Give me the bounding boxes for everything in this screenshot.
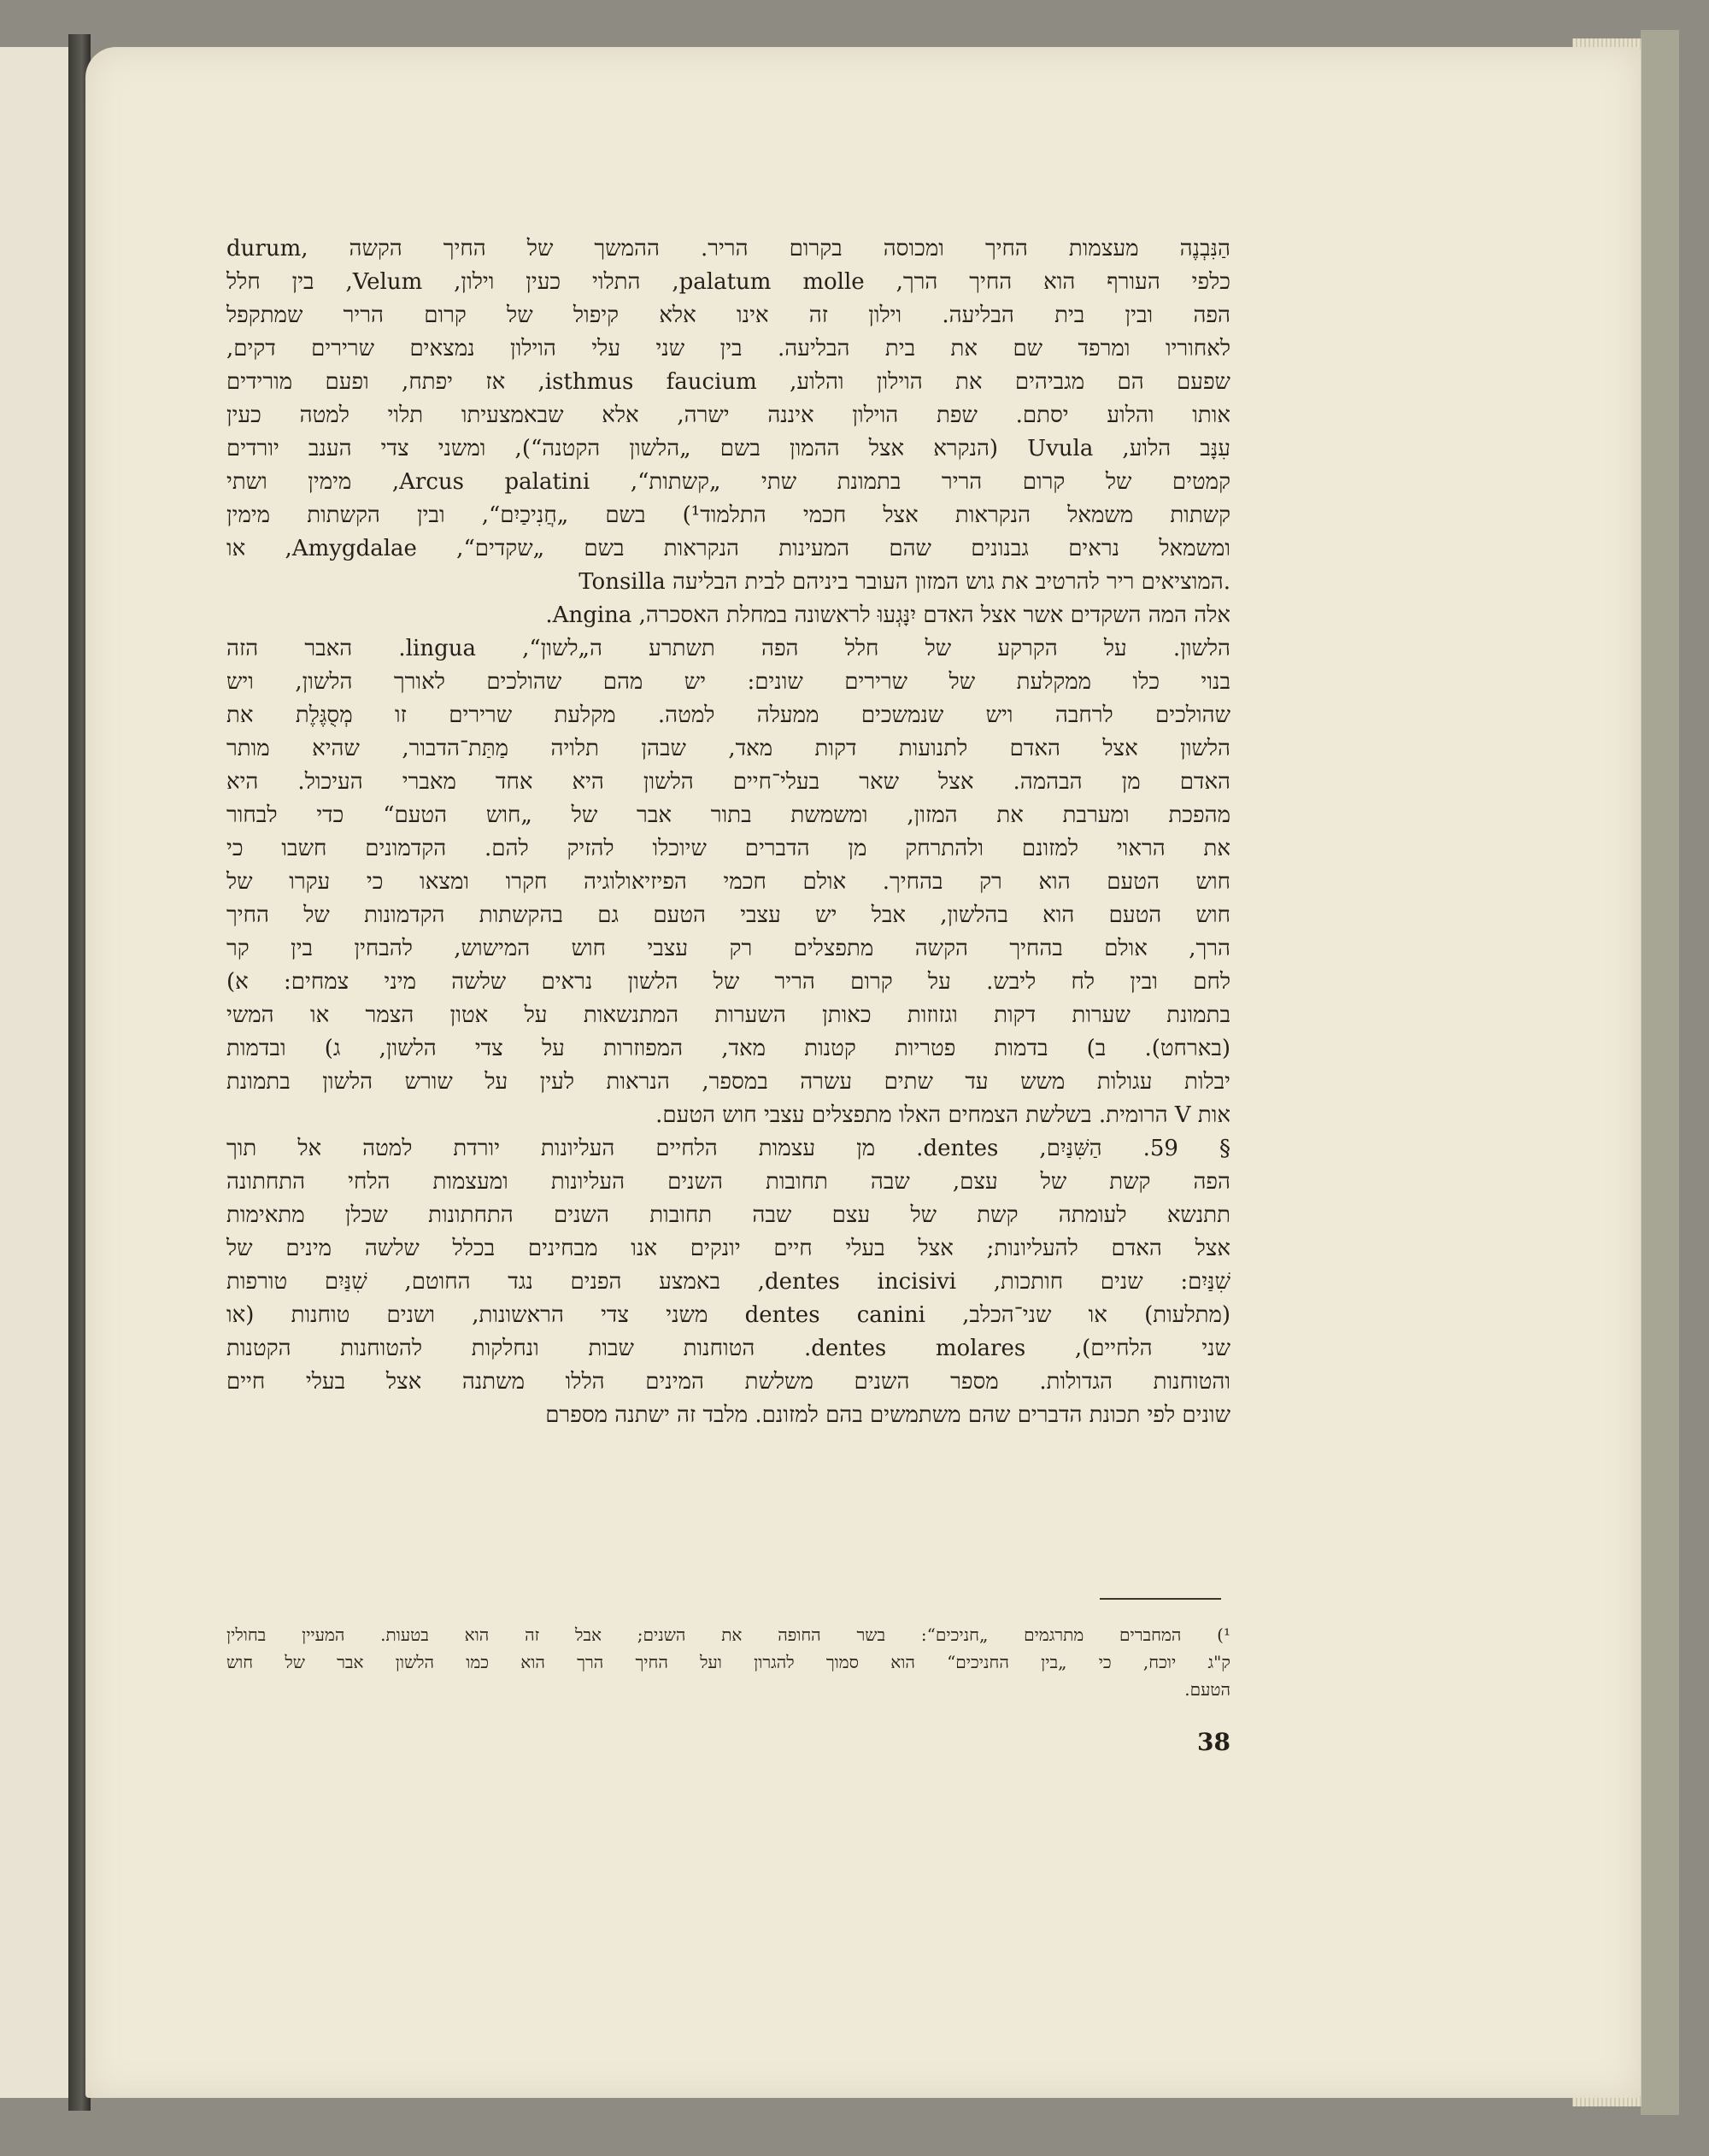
text-line: שִׁנַּיִם: שנים חותכות, dentes incisivi, באמצע הפנים נגד החוטם, שִׁנַּיִם טורפות bbox=[226, 1269, 1230, 1295]
text-line: חוש הטעם הוא רק בהחיך. אולם חכמי הפיזיאולוגיה חקרו ומצאו כי עקרו של bbox=[226, 869, 1230, 895]
text-line: חוש הטעם הוא בהלשון, אבל יש עצבי הטעם גם בהקשתות הקדמונות של החיך bbox=[226, 902, 1230, 928]
text-line: קמטים של קרום הריר בתמונת שתי „קשתות“, Arcus palatini, מימין ושתי bbox=[226, 469, 1230, 495]
book-cover-edge bbox=[1641, 30, 1679, 2115]
text-line: § 59. הַשִּׁנַּיִם, dentes. מן עצמות הלחיים העליונות יורדת למטה אל תוך bbox=[226, 1136, 1230, 1161]
text-line: את הראוי למזונם ולהתרחק מן הדברים שיוכלו להזיק להם. הקדמונים חשבו כי bbox=[226, 836, 1230, 861]
footnote bbox=[226, 1621, 1230, 1703]
text-line: (בארחט). ב) בדמות פטריות קטנות מאד, המפוזרות על צדי הלשון, ג) ובדמות bbox=[226, 1036, 1230, 1061]
footnote-line: ק"ג יוכח, כי „בין החניכים“ הוא סמוך להגרון ועל החיך הרך הוא כמו הלשון אבר של חוש bbox=[226, 1652, 1230, 1672]
text-line: בתמונת שערות דקות וגזוזות כאותן השערות המתנשאות על אטון הצמר או המשי bbox=[226, 1002, 1230, 1028]
text-line: יבלות עגולות משש עד שתים עשרה במספר, הנראות לעין על שורש הלשון בתמונת bbox=[226, 1069, 1230, 1095]
text-line: הרך, אולם בהחיך הקשה מתפצלים רק עצבי חוש המישוש, להבחין בין קר bbox=[226, 936, 1230, 961]
text-line: ומשמאל נראים גבנונים שהם המעינות הנקראות בשם „שקדים“, Amygdalae, או bbox=[226, 536, 1230, 561]
page-number: 38 bbox=[1197, 1728, 1230, 1756]
text-line: בנוי כלו ממקלעת של שרירים שונים: יש מהם שהולכים לאורך הלשון, ויש bbox=[226, 669, 1230, 695]
text-line: מהפכת ומערבת את המזון, ומשמשת בתור אבר של „חוש הטעם“ כדי לבחור bbox=[226, 802, 1230, 828]
facing-page-edge bbox=[0, 47, 70, 2098]
text-line: שונים לפי תכונת הדברים שהם משתמשים בהם למזונם. מלבד זה ישתנה מספרם bbox=[545, 1402, 1230, 1428]
text-line: הפה ובין בית הבליעה. וילון זה אינו אלא קיפול של קרום הריר שמתקפל bbox=[226, 303, 1230, 328]
text-line: durum, הַנִּבְנֶה מעצמות החיך ומכוסה בקרום הריר. ההמשך של החיך הקשה bbox=[226, 236, 1230, 261]
text-line: שני הלחיים), dentes molares. הטוחנות שבות ונחלקות להטוחנות הקטנות bbox=[226, 1336, 1230, 1361]
text-line: האדם מן הבהמה. אצל שאר בעלי־חיים הלשון היא אחד מאברי העיכול. היא bbox=[226, 769, 1230, 795]
text-line: אותו והלוע יסתם. שפת הוילון איננה ישרה, אלא שבאמצעיתו תלוי למטה כעין bbox=[226, 402, 1230, 428]
text-line: לאחוריו ומרפד שם את בית הבליעה. בין שני עלי הוילון נמצאים שרירים דקים, bbox=[226, 336, 1230, 361]
footnote-line: ¹) המחברים מתרגמים „חניכים“: בשר החופה את השנים; אבל זה הוא בטעות. המעיין בחולין bbox=[226, 1624, 1230, 1645]
body-text bbox=[226, 232, 1230, 1432]
text-line: (מתלעות) או שני־הכלב, dentes canini משני צדי הראשונות, ושנים טוחנות (או bbox=[226, 1302, 1230, 1328]
text-line: אלה המה השקדים אשר אצל האדם יִנָּגְעוּ לראשונה במחלת האסכרה, Angina. bbox=[545, 602, 1230, 628]
text-line: תתנשא לעומתה קשת של עצם שבה תחובות השנים התחתונות שכלן מתאימות bbox=[226, 1202, 1230, 1228]
footnote-line: הטעם. bbox=[1184, 1679, 1230, 1700]
text-line: אות V הרומית. בשלשת הצמחים האלו מתפצלים עצבי חוש הטעם. bbox=[655, 1102, 1230, 1128]
footnote-rule bbox=[1100, 1598, 1221, 1600]
text-line: עִנָּב הלוע, Uvula (הנקרא אצל ההמון בשם „הלשון הקטנה“), ומשני צדי הענב יורדים bbox=[226, 436, 1230, 461]
text-line: הלשון אצל האדם לתנועות דקות מאד, שבהן תלויה מַתַּת־הדבור, שהיא מותר bbox=[226, 736, 1230, 761]
text-line: הפה קשת של עצם, שבה תחובות השנים העליונות ומעצמות הלחי התחתונה bbox=[226, 1169, 1230, 1195]
text-line: אצל האדם להעליונות; אצל בעלי חיים יונקים אנו מבחינים בכלל שלשה מינים של bbox=[226, 1236, 1230, 1261]
text-line: Tonsilla המוציאים ריר להרטיב את גוש המזון העובר ביניהם לבית הבליעה. bbox=[578, 569, 1230, 595]
text-line: כלפי העורף הוא החיך הרך, palatum molle, התלוי כעין וילון, Velum, בין חלל bbox=[226, 269, 1230, 295]
text-line: קשתות משמאל הנקראות אצל חכמי התלמוד¹) בשם „חֲנִיכַיִם“, ובין הקשתות מימין bbox=[226, 502, 1230, 528]
text-line: שהולכים לרחבה ויש שנמשכים ממעלה למטה. מקלעת שרירים זו מְסֻגֶּלֶת את bbox=[226, 702, 1230, 728]
text-line: והטוחנות הגדולות. מספר השנים משלשת המינים הללו משתנה אצל בעלי חיים bbox=[226, 1369, 1230, 1395]
text-line: שפעם הם מגביהים את הוילון והלוע, isthmus faucium, אז יפתח, ופעם מורידים bbox=[226, 369, 1230, 395]
text-line: לחם ובין לח ליבש. על קרום הריר של הלשון נראים שלשה מיני צמחים: א) bbox=[226, 969, 1230, 995]
text-line: הלשון. על הקרקע של חלל הפה תשתרע ה„לשון“, lingua. האבר הזה bbox=[226, 636, 1230, 661]
